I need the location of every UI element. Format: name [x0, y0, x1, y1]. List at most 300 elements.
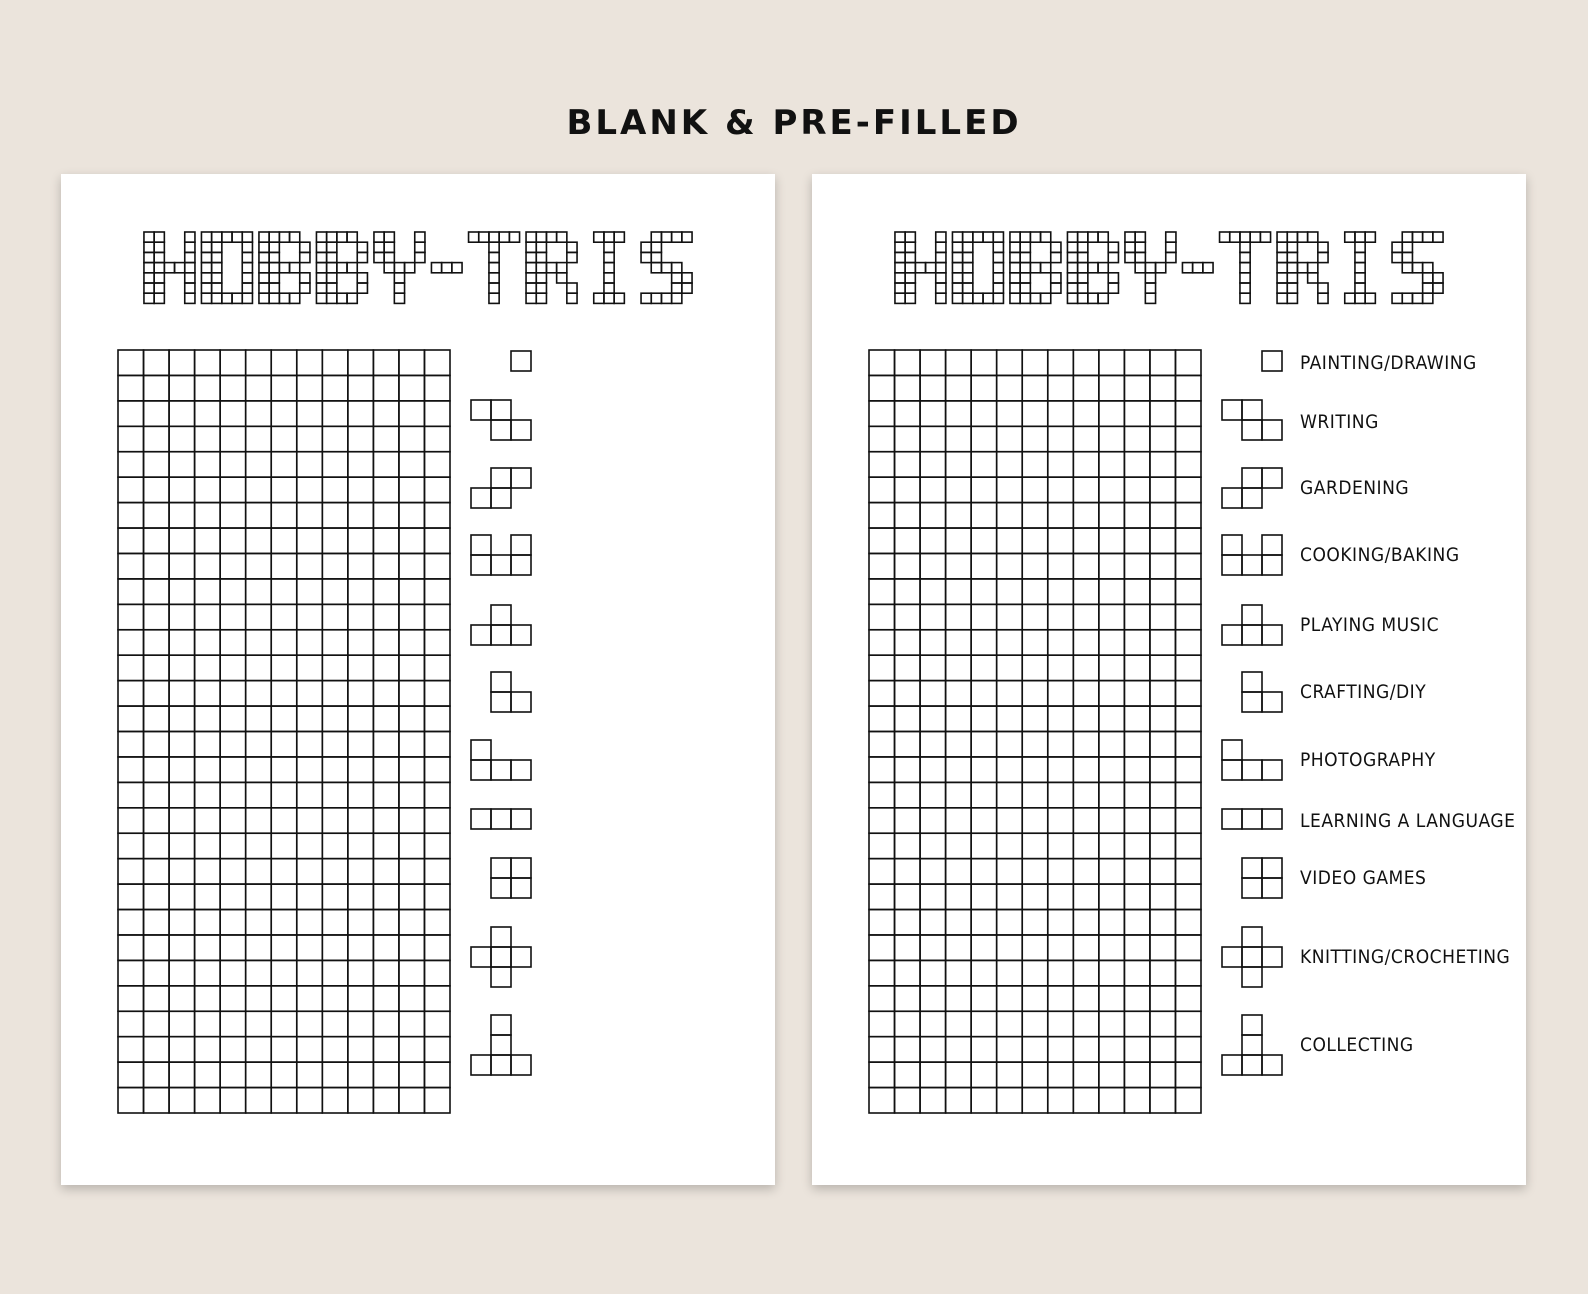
- grid-cell: [297, 757, 323, 782]
- grid-cell: [424, 426, 450, 451]
- grid-cell: [1124, 681, 1150, 706]
- grid-cell: [144, 706, 170, 731]
- grid-cell: [373, 910, 399, 935]
- grid-cell: [971, 732, 997, 757]
- grid-cell: [895, 782, 921, 807]
- grid-cell: [348, 833, 374, 858]
- grid-cell: [920, 604, 946, 629]
- grid-cell: [1048, 350, 1074, 375]
- grid-cell: [118, 350, 144, 375]
- grid-cell: [1124, 833, 1150, 858]
- grid-cell: [348, 604, 374, 629]
- grid-cell: [195, 477, 221, 502]
- grid-cell: [920, 630, 946, 655]
- grid-cell: [246, 579, 272, 604]
- grid-cell: [895, 1088, 921, 1113]
- grid-cell: [399, 426, 425, 451]
- s-tetromino-icon: [471, 468, 531, 508]
- grid-cell: [1048, 630, 1074, 655]
- grid-cell: [348, 350, 374, 375]
- grid-cell: [399, 452, 425, 477]
- grid-cell: [220, 375, 246, 400]
- grid-cell: [195, 1037, 221, 1062]
- grid-cell: [895, 681, 921, 706]
- l-tromino-icon: [491, 672, 531, 712]
- grid-cell: [348, 986, 374, 1011]
- grid-cell: [997, 553, 1023, 578]
- grid-cell: [895, 401, 921, 426]
- heading: BLANK & PRE-FILLED: [566, 103, 1022, 143]
- grid-cell: [971, 960, 997, 985]
- grid-cell: [297, 528, 323, 553]
- grid-cell: [399, 859, 425, 884]
- grid-cell: [373, 655, 399, 680]
- grid-cell: [1099, 986, 1125, 1011]
- grid-cell: [220, 808, 246, 833]
- grid-cell: [348, 757, 374, 782]
- grid-cell: [297, 935, 323, 960]
- grid-cell: [1022, 681, 1048, 706]
- grid-cell: [118, 579, 144, 604]
- grid-cell: [1099, 808, 1125, 833]
- grid-cell: [946, 528, 972, 553]
- grid-cell: [118, 782, 144, 807]
- grid-cell: [373, 452, 399, 477]
- grid-cell: [297, 706, 323, 731]
- grid-cell: [399, 1062, 425, 1087]
- grid-cell: [118, 833, 144, 858]
- grid-cell: [118, 935, 144, 960]
- grid-cell: [424, 833, 450, 858]
- grid-cell: [1150, 553, 1176, 578]
- grid-cell: [297, 1037, 323, 1062]
- grid-cell: [348, 452, 374, 477]
- grid-cell: [971, 655, 997, 680]
- grid-cell: [997, 604, 1023, 629]
- grid-cell: [1124, 960, 1150, 985]
- grid-cell: [997, 350, 1023, 375]
- grid-cell: [220, 477, 246, 502]
- grid-cell: [246, 655, 272, 680]
- grid-cell: [195, 1011, 221, 1036]
- grid-cell: [424, 630, 450, 655]
- grid-cell: [220, 426, 246, 451]
- grid-cell: [1022, 452, 1048, 477]
- grid-cell: [869, 630, 895, 655]
- grid-cell: [1073, 630, 1099, 655]
- grid-cell: [1124, 503, 1150, 528]
- grid-cell: [1099, 477, 1125, 502]
- grid-cell: [220, 1088, 246, 1113]
- grid-cell: [1175, 630, 1201, 655]
- grid-cell: [1048, 960, 1074, 985]
- grid-cell: [322, 859, 348, 884]
- grid-cell: [271, 401, 297, 426]
- grid-cell: [920, 1062, 946, 1087]
- grid-cell: [1073, 808, 1099, 833]
- grid-cell: [997, 655, 1023, 680]
- grid-cell: [322, 833, 348, 858]
- grid-cell: [971, 426, 997, 451]
- grid-cell: [195, 884, 221, 909]
- grid-cell: [424, 477, 450, 502]
- grid-cell: [399, 833, 425, 858]
- grid-cell: [920, 528, 946, 553]
- grid-cell: [348, 375, 374, 400]
- grid-cell: [1124, 350, 1150, 375]
- grid-cell: [1048, 706, 1074, 731]
- grid-cell: [373, 553, 399, 578]
- grid-cell: [1150, 884, 1176, 909]
- grid-cell: [895, 503, 921, 528]
- grid-cell: [1099, 960, 1125, 985]
- grid-cell: [322, 655, 348, 680]
- grid-cell: [920, 452, 946, 477]
- grid-cell: [118, 706, 144, 731]
- grid-cell: [271, 1088, 297, 1113]
- grid-cell: [1175, 732, 1201, 757]
- grid-cell: [997, 706, 1023, 731]
- grid-cell: [348, 579, 374, 604]
- grid-cell: [144, 401, 170, 426]
- grid-cell: [144, 452, 170, 477]
- grid-cell: [997, 579, 1023, 604]
- grid-cell: [271, 528, 297, 553]
- grid-cell: [246, 553, 272, 578]
- grid-cell: [1124, 859, 1150, 884]
- grid-cell: [169, 452, 195, 477]
- grid-cell: [1124, 528, 1150, 553]
- pre-filled-page: [812, 174, 1526, 1185]
- tracker-grid[interactable]: [118, 350, 450, 1113]
- grid-cell: [1022, 986, 1048, 1011]
- grid-cell: [322, 528, 348, 553]
- grid-cell: [946, 401, 972, 426]
- grid-cell: [322, 401, 348, 426]
- grid-cell: [424, 757, 450, 782]
- grid-cell: [220, 732, 246, 757]
- grid-cell: [322, 375, 348, 400]
- grid-cell: [246, 1062, 272, 1087]
- grid-cell: [169, 655, 195, 680]
- grid-cell: [220, 960, 246, 985]
- grid-cell: [1175, 833, 1201, 858]
- grid-cell: [1175, 986, 1201, 1011]
- grid-cell: [1124, 1062, 1150, 1087]
- grid-cell: [1048, 910, 1074, 935]
- grid-cell: [1124, 910, 1150, 935]
- grid-cell: [971, 350, 997, 375]
- grid-cell: [271, 452, 297, 477]
- grid-cell: [1022, 1037, 1048, 1062]
- grid-cell: [373, 1062, 399, 1087]
- grid-cell: [424, 350, 450, 375]
- grid-cell: [920, 808, 946, 833]
- grid-cell: [399, 757, 425, 782]
- grid-cell: [220, 884, 246, 909]
- grid-cell: [1022, 401, 1048, 426]
- grid-cell: [118, 375, 144, 400]
- grid-cell: [373, 884, 399, 909]
- grid-cell: [118, 1088, 144, 1113]
- grid-cell: [118, 1037, 144, 1062]
- grid-cell: [399, 935, 425, 960]
- grid-cell: [118, 426, 144, 451]
- grid-cell: [271, 960, 297, 985]
- grid-cell: [271, 859, 297, 884]
- grid-cell: [1073, 859, 1099, 884]
- grid-cell: [424, 910, 450, 935]
- grid-cell: [1022, 757, 1048, 782]
- grid-cell: [297, 503, 323, 528]
- grid-cell: [869, 935, 895, 960]
- grid-cell: [1150, 350, 1176, 375]
- grid-cell: [869, 986, 895, 1011]
- grid-cell: [246, 1037, 272, 1062]
- grid-cell: [920, 681, 946, 706]
- grid-cell: [118, 757, 144, 782]
- grid-cell: [246, 426, 272, 451]
- grid-cell: [971, 884, 997, 909]
- grid-cell: [997, 732, 1023, 757]
- grid-cell: [1099, 375, 1125, 400]
- grid-cell: [971, 528, 997, 553]
- grid-cell: [424, 681, 450, 706]
- grid-cell: [1150, 452, 1176, 477]
- grid-cell: [322, 884, 348, 909]
- grid-cell: [971, 986, 997, 1011]
- grid-cell: [1022, 1062, 1048, 1087]
- grid-cell: [1124, 986, 1150, 1011]
- grid-cell: [869, 477, 895, 502]
- grid-cell: [297, 910, 323, 935]
- grid-cell: [348, 910, 374, 935]
- grid-cell: [118, 1062, 144, 1087]
- grid-cell: [1048, 528, 1074, 553]
- grid-cell: [1124, 1088, 1150, 1113]
- grid-cell: [220, 579, 246, 604]
- grid-cell: [1124, 604, 1150, 629]
- grid-cell: [297, 553, 323, 578]
- grid-cell: [1099, 350, 1125, 375]
- grid-cell: [1175, 859, 1201, 884]
- grid-cell: [869, 375, 895, 400]
- grid-cell: [1073, 553, 1099, 578]
- grid-cell: [971, 782, 997, 807]
- grid-cell: [169, 884, 195, 909]
- monomino-icon: [511, 351, 531, 371]
- grid-cell: [895, 1062, 921, 1087]
- grid-cell: [220, 401, 246, 426]
- grid-cell: [195, 935, 221, 960]
- grid-cell: [118, 681, 144, 706]
- grid-cell: [1175, 681, 1201, 706]
- grid-cell: [169, 808, 195, 833]
- grid-cell: [118, 859, 144, 884]
- grid-cell: [424, 808, 450, 833]
- grid-cell: [118, 732, 144, 757]
- grid-cell: [373, 706, 399, 731]
- grid-cell: [195, 350, 221, 375]
- plus-pentomino-icon: [1222, 927, 1282, 987]
- grid-cell: [399, 808, 425, 833]
- grid-cell: [169, 553, 195, 578]
- grid-cell: [399, 681, 425, 706]
- grid-cell: [271, 732, 297, 757]
- grid-cell: [169, 960, 195, 985]
- grid-cell: [195, 706, 221, 731]
- grid-cell: [195, 732, 221, 757]
- grid-cell: [1150, 528, 1176, 553]
- grid-cell: [169, 1062, 195, 1087]
- grid-cell: [322, 503, 348, 528]
- grid-cell: [1073, 782, 1099, 807]
- grid-cell: [373, 986, 399, 1011]
- grid-cell: [399, 732, 425, 757]
- grid-cell: [271, 935, 297, 960]
- z-tetromino-icon: [1222, 400, 1282, 440]
- grid-cell: [869, 401, 895, 426]
- grid-cell: [169, 1037, 195, 1062]
- grid-cell: [271, 833, 297, 858]
- grid-cell: [246, 960, 272, 985]
- grid-cell: [195, 960, 221, 985]
- grid-cell: [424, 579, 450, 604]
- grid-cell: [946, 681, 972, 706]
- grid-cell: [220, 503, 246, 528]
- grid-cell: [348, 884, 374, 909]
- j-tetromino-icon: [471, 740, 531, 780]
- grid-cell: [946, 808, 972, 833]
- grid-cell: [1124, 1011, 1150, 1036]
- grid-cell: [1175, 528, 1201, 553]
- grid-cell: [144, 782, 170, 807]
- grid-cell: [895, 935, 921, 960]
- grid-cell: [1048, 884, 1074, 909]
- grid-cell: [297, 732, 323, 757]
- grid-cell: [118, 630, 144, 655]
- grid-cell: [895, 630, 921, 655]
- grid-cell: [195, 986, 221, 1011]
- grid-cell: [1048, 655, 1074, 680]
- grid-cell: [920, 935, 946, 960]
- grid-cell: [220, 757, 246, 782]
- grid-cell: [1175, 808, 1201, 833]
- grid-cell: [144, 1011, 170, 1036]
- i-tromino-icon: [471, 809, 531, 829]
- grid-cell: [322, 1037, 348, 1062]
- grid-cell: [1048, 553, 1074, 578]
- grid-cell: [297, 1088, 323, 1113]
- grid-cell: [1150, 1062, 1176, 1087]
- grid-cell: [1124, 477, 1150, 502]
- grid-cell: [997, 757, 1023, 782]
- grid-cell: [271, 1011, 297, 1036]
- grid-cell: [869, 452, 895, 477]
- grid-cell: [220, 604, 246, 629]
- grid-cell: [169, 833, 195, 858]
- grid-cell: [169, 426, 195, 451]
- grid-cell: [869, 503, 895, 528]
- grid-cell: [118, 986, 144, 1011]
- grid-cell: [920, 706, 946, 731]
- grid-cell: [169, 910, 195, 935]
- i-tromino-icon: [1222, 809, 1282, 829]
- grid-cell: [997, 1011, 1023, 1036]
- grid-cell: [399, 655, 425, 680]
- grid-cell: [946, 935, 972, 960]
- grid-cell: [971, 401, 997, 426]
- grid-cell: [920, 375, 946, 400]
- grid-cell: [424, 935, 450, 960]
- grid-cell: [1073, 935, 1099, 960]
- grid-cell: [169, 757, 195, 782]
- grid-cell: [895, 808, 921, 833]
- grid-cell: [1150, 706, 1176, 731]
- grid-cell: [1150, 655, 1176, 680]
- grid-cell: [373, 630, 399, 655]
- grid-cell: [348, 706, 374, 731]
- grid-cell: [348, 681, 374, 706]
- grid-cell: [399, 579, 425, 604]
- grid-cell: [1022, 706, 1048, 731]
- grid-cell: [895, 884, 921, 909]
- grid-cell: [1048, 604, 1074, 629]
- grid-cell: [144, 375, 170, 400]
- grid-cell: [946, 960, 972, 985]
- grid-cell: [895, 477, 921, 502]
- grid-cell: [144, 503, 170, 528]
- grid-cell: [322, 706, 348, 731]
- grid-cell: [1175, 1088, 1201, 1113]
- grid-cell: [946, 1011, 972, 1036]
- grid-cell: [1073, 604, 1099, 629]
- grid-cell: [220, 833, 246, 858]
- grid-cell: [322, 579, 348, 604]
- grid-cell: [946, 1062, 972, 1087]
- grid-cell: [1099, 528, 1125, 553]
- grid-cell: [1150, 1088, 1176, 1113]
- tracker-grid[interactable]: [869, 350, 1201, 1113]
- grid-cell: [144, 808, 170, 833]
- grid-cell: [1124, 401, 1150, 426]
- grid-cell: [920, 732, 946, 757]
- grid-cell: [1048, 1062, 1074, 1087]
- grid-cell: [997, 503, 1023, 528]
- grid-cell: [869, 910, 895, 935]
- grid-cell: [373, 401, 399, 426]
- u-pentomino-icon: [1222, 535, 1282, 575]
- grid-cell: [1022, 528, 1048, 553]
- grid-cell: [297, 477, 323, 502]
- grid-cell: [169, 350, 195, 375]
- grid-cell: [118, 452, 144, 477]
- grid-cell: [271, 630, 297, 655]
- s-tetromino-icon: [1222, 468, 1282, 508]
- grid-cell: [246, 910, 272, 935]
- grid-cell: [169, 503, 195, 528]
- grid-cell: [1048, 681, 1074, 706]
- grid-cell: [322, 350, 348, 375]
- grid-cell: [322, 960, 348, 985]
- grid-cell: [920, 426, 946, 451]
- grid-cell: [169, 1011, 195, 1036]
- grid-cell: [373, 604, 399, 629]
- grid-cell: [1150, 401, 1176, 426]
- grid-cell: [348, 503, 374, 528]
- grid-cell: [424, 528, 450, 553]
- grid-cell: [348, 528, 374, 553]
